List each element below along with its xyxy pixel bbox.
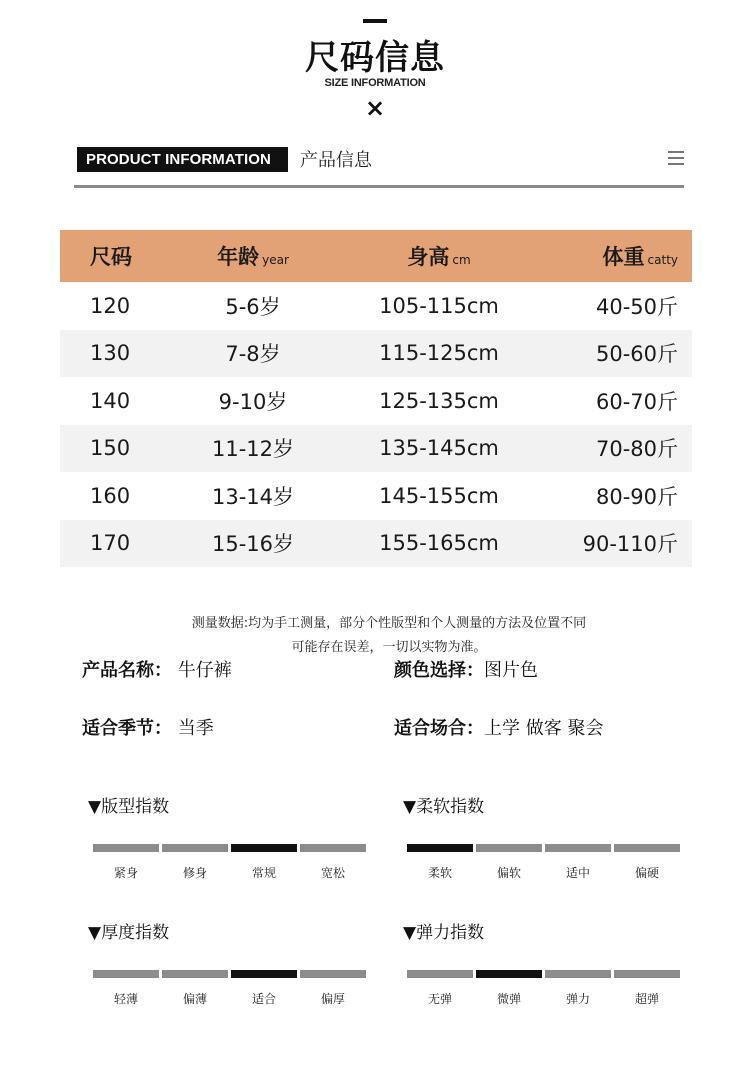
product-name-value: 牛仔裤	[177, 660, 232, 681]
title-top-bar	[363, 19, 387, 23]
elasticity-option: 弹力	[565, 992, 590, 1006]
cell-weight: 70-80斤	[532, 425, 692, 473]
cell-age: 9-10岁	[218, 389, 288, 414]
season-value: 当季	[177, 718, 214, 739]
cell-height: 105-115cm	[379, 293, 499, 318]
table-row	[60, 377, 692, 425]
cell-height: 135-145cm	[346, 425, 532, 473]
occasion-value: 上学 做客 聚会	[484, 718, 604, 739]
elasticity-option: 微弹	[496, 992, 521, 1006]
thickness-level-segment	[93, 970, 159, 978]
fit-level-segment	[93, 844, 159, 852]
cell-height: 125-135cm	[379, 388, 499, 413]
measurement-note-disclaimer: 可能存在误差，一切以实物为准。	[291, 640, 487, 655]
table-row	[60, 520, 692, 568]
softness-level-segment	[545, 844, 611, 852]
elasticity-index-bars	[407, 970, 680, 978]
thickness-level-segment	[162, 970, 228, 978]
cell-weight: 40-50斤	[595, 294, 678, 319]
elasticity-level-segment	[476, 970, 542, 978]
elasticity-index-title: ▼弹力指数	[403, 923, 485, 943]
fit-level-segment	[300, 844, 366, 852]
softness-level-segment	[476, 844, 542, 852]
thickness-level-segment	[300, 970, 366, 978]
softness-index-labels	[407, 864, 680, 881]
page-title: 尺码信息	[305, 38, 445, 78]
cell-height: 145-155cm	[379, 483, 499, 508]
cell-size: 120	[90, 293, 131, 318]
close-icon: ×	[364, 94, 386, 122]
table-row	[60, 425, 692, 473]
fit-level-segment	[231, 844, 297, 852]
fit-index-bars	[93, 844, 366, 852]
cell-age: 5-6岁	[225, 294, 281, 319]
cell-weight: 80-90斤	[595, 484, 678, 509]
softness-level-segment	[407, 844, 473, 852]
fit-level-segment	[162, 844, 228, 852]
fit-index-labels	[93, 864, 366, 881]
elasticity-index-labels	[407, 990, 680, 1007]
header-weight: 体重 catty	[532, 230, 692, 282]
thickness-index-title: ▼厚度指数	[88, 923, 170, 943]
measurement-note: 测量数据:均为手工测量，部分个性版型和个人测量的方法及位置不同	[191, 616, 587, 631]
product-information-cn-label: 产品信息	[300, 150, 372, 171]
table-row	[60, 282, 692, 330]
softness-index-bars	[407, 844, 680, 852]
cell-age: 15-16岁	[160, 520, 346, 568]
thickness-option: 轻薄	[113, 992, 138, 1006]
size-table-header	[60, 230, 692, 282]
menu-icon[interactable]	[668, 151, 684, 165]
fit-index-title: ▼版型指数	[88, 797, 170, 817]
size-table	[60, 230, 692, 567]
elasticity-level-segment	[545, 970, 611, 978]
product-name-attr	[82, 656, 232, 682]
softness-option: 偏硬	[634, 866, 659, 880]
elasticity-option: 无弹	[427, 992, 452, 1006]
header-age: 年龄 year	[160, 230, 346, 282]
thickness-option: 适合	[251, 992, 276, 1006]
product-name-label: 产品名称：	[82, 660, 172, 681]
section-divider	[74, 185, 684, 188]
softness-index-title: ▼柔软指数	[403, 797, 485, 817]
cell-height: 115-125cm	[346, 330, 532, 378]
color-label: 颜色选择：	[394, 660, 484, 681]
softness-option: 偏软	[496, 866, 521, 880]
color-value: 图片色	[484, 660, 538, 681]
table-row	[60, 330, 692, 378]
elasticity-option: 超弹	[634, 992, 659, 1006]
thickness-index-bars	[93, 970, 366, 978]
season-label: 适合季节：	[82, 718, 172, 739]
cell-age: 13-14岁	[211, 484, 295, 509]
fit-option: 常规	[251, 866, 276, 880]
thickness-option: 偏薄	[182, 992, 207, 1006]
product-information-label: PRODUCT INFORMATION	[77, 147, 288, 172]
occasion-attr	[394, 714, 603, 740]
cell-size: 150	[60, 425, 160, 473]
fit-option: 修身	[182, 866, 207, 880]
fit-option: 紧身	[113, 866, 138, 880]
thickness-option: 偏厚	[320, 992, 345, 1006]
color-attr	[394, 656, 538, 682]
cell-weight: 90-110斤	[532, 520, 692, 568]
cell-age: 7-8岁	[160, 330, 346, 378]
header-size: 尺码	[60, 230, 160, 282]
cell-size: 140	[90, 388, 131, 413]
thickness-index-labels	[93, 990, 366, 1007]
softness-option: 柔软	[427, 866, 452, 880]
cell-size: 160	[90, 483, 131, 508]
cell-height: 155-165cm	[346, 520, 532, 568]
cell-age: 11-12岁	[160, 425, 346, 473]
cell-weight: 50-60斤	[532, 330, 692, 378]
cell-weight: 60-70斤	[595, 389, 678, 414]
softness-option: 适中	[565, 866, 590, 880]
occasion-label: 适合场合：	[394, 718, 484, 739]
header-height: 身高 cm	[346, 230, 532, 282]
page-subtitle: SIZE INFORMATION	[324, 77, 426, 89]
elasticity-level-segment	[614, 970, 680, 978]
cell-size: 130	[60, 330, 160, 378]
cell-size: 170	[60, 520, 160, 568]
table-row	[60, 472, 692, 520]
thickness-level-segment	[231, 970, 297, 978]
elasticity-level-segment	[407, 970, 473, 978]
fit-option: 宽松	[320, 866, 345, 880]
season-attr	[82, 714, 214, 740]
softness-level-segment	[614, 844, 680, 852]
